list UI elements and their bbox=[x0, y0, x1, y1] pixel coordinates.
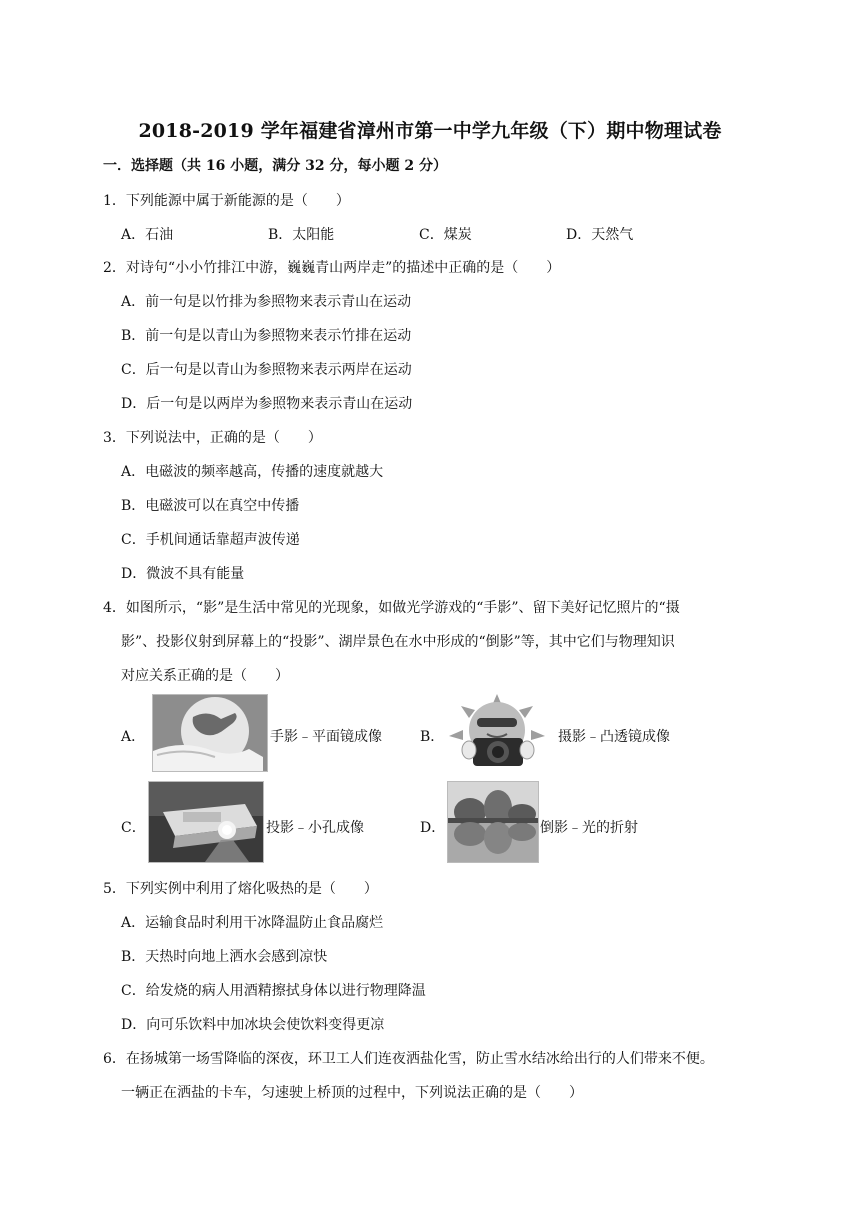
lake-reflection-image bbox=[447, 781, 539, 863]
question-3-stem: 3．下列说法中，正确的是（ ） bbox=[103, 430, 322, 446]
question-4-option-a-text: 手影﹣平面镜成像 bbox=[270, 729, 382, 745]
exam-title: 2018-2019 学年福建省漳州市第一中学九年级（下）期中物理试卷 bbox=[138, 120, 722, 142]
question-4-option-d-letter: D． bbox=[420, 820, 446, 836]
question-2-option-a: A．前一句是以竹排为参照物来表示青山在运动 bbox=[121, 294, 412, 310]
hand-shadow-image bbox=[152, 694, 268, 772]
question-6-stem-line-2: 一辆正在洒盐的卡车，匀速驶上桥顶的过程中，下列说法正确的是（ ） bbox=[121, 1085, 583, 1101]
question-3-option-d: D．微波不具有能量 bbox=[121, 566, 245, 582]
question-4-option-c-text: 投影﹣小孔成像 bbox=[266, 820, 364, 836]
question-2-option-c: C．后一句是以青山为参照物来表示两岸在运动 bbox=[121, 362, 412, 378]
question-2-option-d: D．后一句是以两岸为参照物来表示青山在运动 bbox=[121, 396, 413, 412]
question-4-stem-line-1: 4．如图所示，“影”是生活中常见的光现象，如做光学游戏的“手影”、留下美好记忆照片的“摄 bbox=[103, 600, 680, 616]
question-2-stem: 2．对诗句“小小竹排江中游，巍巍青山两岸走”的描述中正确的是（ ） bbox=[103, 260, 561, 276]
question-4-option-c-letter: C． bbox=[121, 820, 146, 836]
question-1-option-b: B．太阳能 bbox=[268, 227, 335, 243]
question-1-option-d: D．天然气 bbox=[566, 227, 634, 243]
question-2-option-b: B．前一句是以青山为参照物来表示竹排在运动 bbox=[121, 328, 412, 344]
question-1-stem: 1．下列能源中属于新能源的是（ ） bbox=[103, 193, 350, 209]
camera-sun-image bbox=[447, 692, 547, 770]
question-3-option-c: C．手机间通话靠超声波传递 bbox=[121, 532, 300, 548]
question-4-stem-line-3: 对应关系正确的是（ ） bbox=[121, 668, 289, 684]
question-3-option-b: B．电磁波可以在真空中传播 bbox=[121, 498, 300, 514]
question-4-option-a-letter: A． bbox=[121, 729, 146, 745]
question-5-option-b: B．天热时向地上洒水会感到凉快 bbox=[121, 949, 328, 965]
section-heading: 一．选择题（共 16 小题，满分 32 分，每小题 2 分） bbox=[103, 158, 447, 174]
question-5-option-d: D．向可乐饮料中加冰块会使饮料变得更凉 bbox=[121, 1017, 385, 1033]
question-4-stem-line-2: 影”、投影仪射到屏幕上的“投影”、湖岸景色在水中形成的“倒影”等，其中它们与物理知识 bbox=[121, 634, 675, 650]
question-5-option-a: A．运输食品时利用干冰降温防止食品腐烂 bbox=[121, 915, 384, 931]
question-1-option-a: A．石油 bbox=[121, 227, 174, 243]
question-5-option-c: C．给发烧的病人用酒精擦拭身体以进行物理降温 bbox=[121, 983, 426, 999]
question-6-stem-line-1: 6．在扬城第一场雪降临的深夜，环卫工人们连夜洒盐化雪，防止雪水结冰给出行的人们带来不便。 bbox=[103, 1051, 714, 1067]
projector-image bbox=[148, 781, 264, 863]
question-4-option-b-letter: B． bbox=[420, 729, 445, 745]
question-4-option-d-text: 倒影﹣光的折射 bbox=[540, 820, 638, 836]
question-4-option-b-text: 摄影﹣凸透镜成像 bbox=[558, 729, 670, 745]
question-3-option-a: A．电磁波的频率越高，传播的速度就越大 bbox=[121, 464, 384, 480]
question-1-option-c: C．煤炭 bbox=[419, 227, 472, 243]
question-5-stem: 5．下列实例中利用了熔化吸热的是（ ） bbox=[103, 881, 378, 897]
